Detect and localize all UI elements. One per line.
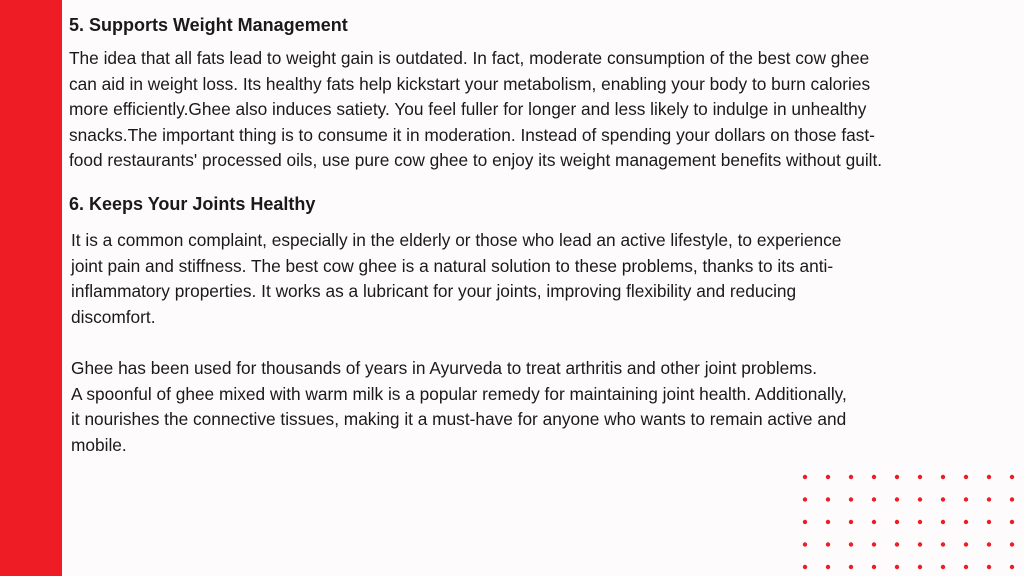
decorative-dot <box>803 497 807 501</box>
decorative-dot <box>918 520 922 524</box>
text-line: snacks.The important thing is to consume it in moderation. Instead of spending your dollars on those fast- <box>69 124 875 145</box>
decorative-dot <box>895 542 899 546</box>
decorative-dot <box>803 542 807 546</box>
decorative-dot <box>918 542 922 546</box>
decorative-dot <box>941 565 945 569</box>
decorative-dot <box>964 542 968 546</box>
decorative-dot <box>964 565 968 569</box>
text-line: A spoonful of ghee mixed with warm milk is a popular remedy for maintaining joint health. Additionally, <box>71 383 847 404</box>
decorative-dot <box>941 520 945 524</box>
decorative-dot <box>1010 475 1014 479</box>
decorative-dot <box>987 475 991 479</box>
decorative-dot <box>803 520 807 524</box>
decorative-dot <box>964 497 968 501</box>
text-line: inflammatory properties. It works as a lubricant for your joints, improving flexibility and reducing <box>71 281 797 302</box>
decorative-dot <box>964 475 968 479</box>
decorative-dot <box>987 542 991 546</box>
decorative-dot <box>918 497 922 501</box>
decorative-dot <box>987 520 991 524</box>
paragraph-joints-2 <box>71 356 847 458</box>
decorative-dot <box>803 475 807 479</box>
text-line: discomfort. <box>71 306 156 327</box>
decorative-dot <box>872 542 876 546</box>
decorative-dot <box>826 542 830 546</box>
left-accent-bar <box>0 0 62 576</box>
text-line: Ghee has been used for thousands of years in Ayurveda to treat arthritis and other joint problems. <box>71 358 818 378</box>
decorative-dot <box>941 497 945 501</box>
heading-joints-healthy: 6. Keeps Your Joints Healthy <box>69 194 316 214</box>
decorative-dot <box>895 497 899 501</box>
decorative-dot <box>918 565 922 569</box>
decorative-dot <box>1010 520 1014 524</box>
paragraph-joints-1 <box>71 228 841 330</box>
decorative-dot <box>941 475 945 479</box>
decorative-dot <box>826 475 830 479</box>
decorative-dot <box>872 565 876 569</box>
decorative-dot <box>1010 565 1014 569</box>
decorative-dot <box>826 497 830 501</box>
text-line: it nourishes the connective tissues, making it a must-have for anyone who wants to remain active and <box>71 409 847 430</box>
decorative-dot <box>895 565 899 569</box>
decorative-dot <box>849 475 853 479</box>
decorative-dot <box>1010 542 1014 546</box>
decorative-dot <box>987 497 991 501</box>
decorative-dot <box>826 565 830 569</box>
decorative-dot <box>849 542 853 546</box>
text-line: mobile. <box>71 434 127 455</box>
decorative-dot <box>872 475 876 479</box>
text-line: more efficiently.Ghee also induces satiety. You feel fuller for longer and less likely to indulge in unhealthy <box>69 99 867 120</box>
decorative-dot <box>872 520 876 524</box>
decorative-dot <box>849 520 853 524</box>
text-line: It is a common complaint, especially in the elderly or those who lead an active lifestyle, to experience <box>71 230 842 250</box>
text-line: can aid in weight loss. Its healthy fats help kickstart your metabolism, enabling your body to burn calories <box>69 73 871 94</box>
decorative-dot-grid <box>798 470 1024 576</box>
decorative-dot <box>849 497 853 501</box>
decorative-dot <box>849 565 853 569</box>
decorative-dot <box>987 565 991 569</box>
text-line: joint pain and stiffness. The best cow ghee is a natural solution to these problems, thanks to its anti- <box>71 255 834 276</box>
decorative-dot <box>1010 497 1014 501</box>
paragraph-weight-management <box>69 46 882 174</box>
decorative-dot <box>918 475 922 479</box>
decorative-dot <box>964 520 968 524</box>
decorative-dot <box>941 542 945 546</box>
decorative-dot <box>895 475 899 479</box>
text-line: The idea that all fats lead to weight gain is outdated. In fact, moderate consumption of the best cow ghee <box>69 48 870 68</box>
decorative-dot <box>803 565 807 569</box>
decorative-dot <box>895 520 899 524</box>
decorative-dot <box>826 520 830 524</box>
text-line: food restaurants' processed oils, use pure cow ghee to enjoy its weight management benefits without guilt. <box>69 150 883 171</box>
decorative-dot <box>872 497 876 501</box>
heading-weight-management: 5. Supports Weight Management <box>69 15 348 35</box>
